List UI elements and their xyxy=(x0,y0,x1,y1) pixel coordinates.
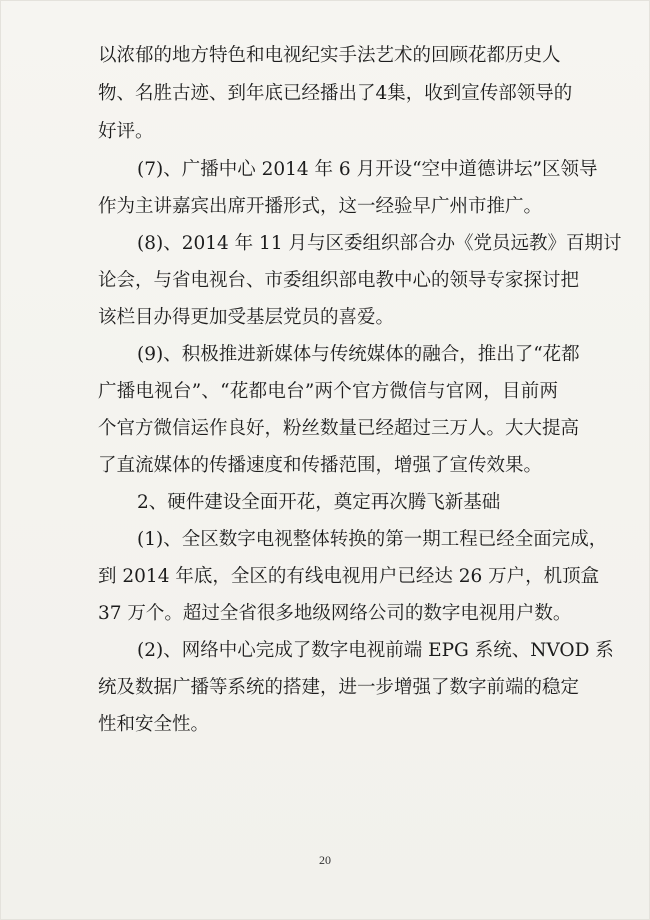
paragraph-9-line-1: (9)、积极推进新媒体与传统媒体的融合，推出了“花都 xyxy=(137,344,580,365)
page-number: 20 xyxy=(319,853,331,867)
text-line: 物、名胜古迹、到年底已经播出了4集，收到宣传部领导的 xyxy=(98,83,573,104)
paragraph-2-line-3: 性和安全性。 xyxy=(98,714,210,735)
text-line: 好评。 xyxy=(98,121,154,142)
text-line: 以浓郁的地方特色和电视纪实手法艺术的回顾花都历史人 xyxy=(98,45,561,66)
paragraph-2-line-1: (2)、网络中心完成了数字电视前端 EPG 系统、NVOD 系 xyxy=(137,640,614,661)
section-heading-2: 2、硬件建设全面开花，奠定再次腾飞新基础 xyxy=(137,492,501,513)
paragraph-7-line-1: (7)、广播中心 2014 年 6 月开设“空中道德讲坛”区领导 xyxy=(137,159,598,180)
paragraph-8-line-3: 该栏目办得更加受基层党员的喜爱。 xyxy=(98,307,395,328)
paragraph-8-line-2: 论会，与省电视台、市委组织部电教中心的领导专家探讨把 xyxy=(98,270,580,291)
paragraph-8-line-1: (8)、2014 年 11 月与区委组织部合办《党员远教》百期讨 xyxy=(137,233,622,254)
paragraph-9-line-3: 个官方微信运作良好，粉丝数量已经超过三万人。大大提高 xyxy=(98,418,580,439)
paragraph-1-line-1: (1)、全区数字电视整体转换的第一期工程已经全面完成， xyxy=(137,529,608,550)
paragraph-7-line-2: 作为主讲嘉宾出席开播形式，这一经验早广州市推广。 xyxy=(98,196,543,217)
paragraph-1-line-3: 37 万个。超过全省很多地级网络公司的数字电视用户数。 xyxy=(98,603,572,624)
paragraph-2-line-2: 统及数据广播等系统的搭建，进一步增强了数字前端的稳定 xyxy=(98,677,580,698)
paragraph-1-line-2: 到 2014 年底，全区的有线电视用户已经达 26 万户，机顶盒 xyxy=(98,566,600,587)
paragraph-9-line-4: 了直流媒体的传播速度和传播范围，增强了宣传效果。 xyxy=(98,455,543,476)
paragraph-9-line-2: 广播电视台”、“花都电台”两个官方微信与官网，目前两 xyxy=(98,381,558,402)
